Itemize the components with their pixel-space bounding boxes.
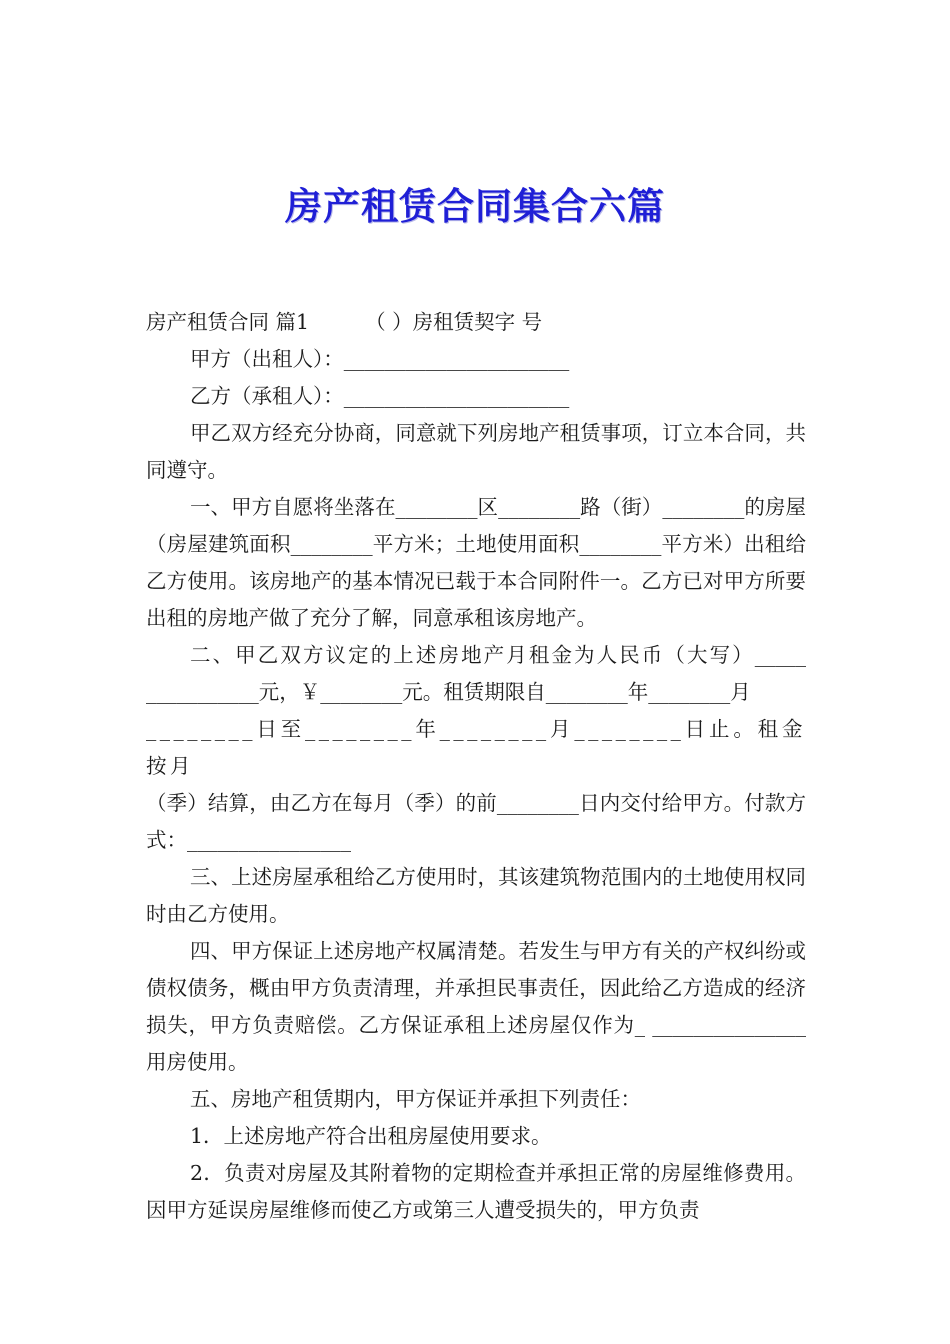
clause-3: 三、上述房屋承租给乙方使用时，其该建筑物范围内的土地使用权同时由乙方使用。 bbox=[146, 865, 806, 926]
preamble-paragraph: 甲乙双方经充分协商，同意就下列房地产租赁事项，订立本合同，共同遵守。 bbox=[146, 421, 806, 482]
contract-header bbox=[146, 304, 806, 341]
clause-5-item-1: 1．上述房地产符合出租房屋使用要求。 bbox=[190, 1124, 552, 1148]
clause-2-line-2: ________日至________年________月________日止。租金按月 bbox=[146, 717, 806, 778]
document-body bbox=[146, 304, 806, 1229]
clause-2-line-1: 二、甲乙双方议定的上述房地产月租金为人民币（大写）_____ ___________元，￥________元。租赁期限自________年________月 bbox=[146, 643, 806, 704]
lessee-line: 乙方（承租人）：______________________ bbox=[190, 384, 570, 408]
clause-2-line-3: （季）结算，由乙方在每月（季）的前________日内交付给甲方。付款方式：________________ bbox=[146, 791, 806, 852]
clause-5-item-2: 2．负责对房屋及其附着物的定期检查并承担正常的房屋维修费用。因甲方延误房屋维修而使乙方或第三人遭受损失的，甲方负责 bbox=[146, 1161, 806, 1222]
part-label: 房产租赁合同 篇1 bbox=[146, 310, 310, 334]
document-title: 房产租赁合同集合六篇 bbox=[285, 185, 665, 228]
clause-4: 四、甲方保证上述房地产权属清楚。若发生与甲方有关的产权纠纷或债权债务，概由甲方负责清理，并承担民事责任，因此给乙方造成的经济损失，甲方负责赔偿。乙方保证承租上述房屋仅作为_ _______________用房使用。 bbox=[146, 939, 806, 1074]
contract-number: （ ）房租赁契字 号 bbox=[365, 310, 543, 334]
clause-5: 五、房地产租赁期内，甲方保证并承担下列责任： bbox=[190, 1087, 641, 1111]
clause-1: 一、甲方自愿将坐落在________区________路（街）________的房屋（房屋建筑面积________平方米；土地使用面积________平方米）出租给乙方使用。该房地产的基本情况已载于本合同附件一。乙方已对甲方所要出租的房地产做了充分了解，同意承租该房地产。 bbox=[146, 495, 806, 630]
lessor-line: 甲方（出租人）：______________________ bbox=[190, 347, 570, 371]
